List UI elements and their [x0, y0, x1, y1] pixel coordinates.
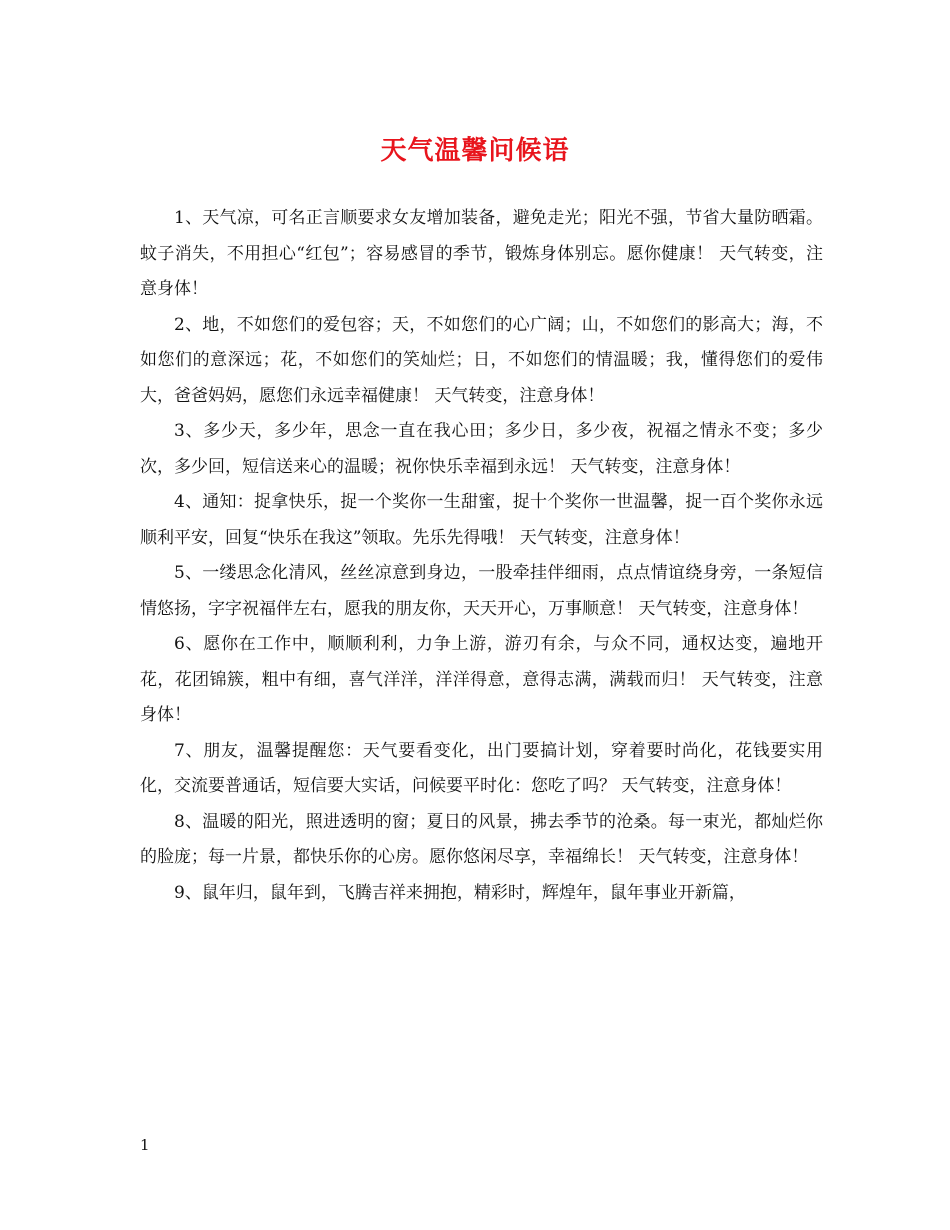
paragraph-2: 2、地，不如您们的爱包容；天，不如您们的心广阔；山，不如您们的影高大；海，不如您们的意深远；花，不如您们的笑灿烂；日，不如您们的情温暖；我，懂得您们的爱伟大，爸爸妈妈，愿您们永远幸福健康！ 天气转变，注意身体！: [140, 314, 823, 406]
page-number: 1: [140, 1136, 150, 1154]
document-title: 天气温馨问候语: [380, 136, 570, 166]
paragraph-4: 4、通知：捉拿快乐，捉一个奖你一生甜蜜，捉十个奖你一世温馨，捉一百个奖你永远顺利平安，回复“快乐在我这”领取。先乐先得哦！ 天气转变，注意身体！: [140, 492, 823, 548]
paragraph-5: 5、一缕思念化清风，丝丝凉意到身边，一股牵挂伴细雨，点点情谊绕身旁，一条短信情悠扬，字字祝福伴左右，愿我的朋友你，天天开心，万事顺意！ 天气转变，注意身体！: [140, 563, 823, 619]
paragraph-1: 1、天气凉，可名正言顺要求女友增加装备，避免走光；阳光不强，节省大量防晒霜。蚊子消失，不用担心“红包”；容易感冒的季节，锻炼身体别忘。愿你健康！ 天气转变，注意身体！: [140, 208, 823, 299]
paragraph-3: 3、多少天，多少年，思念一直在我心田；多少日，多少夜，祝福之情永不变；多少次，多少回，短信送来心的温暖；祝你快乐幸福到永远！ 天气转变，注意身体！: [140, 421, 823, 477]
paragraph-9: 9、鼠年归，鼠年到，飞腾吉祥来拥抱，精彩时，辉煌年，鼠年事业开新篇，: [174, 882, 746, 903]
paragraph-6: 6、愿你在工作中，顺顺利利，力争上游，游刃有余，与众不同，通权达变，遍地开花，花团锦簇，粗中有细，喜气洋洋，洋洋得意，意得志满，满载而归！ 天气转变，注意身体！: [140, 634, 823, 725]
paragraph-7: 7、朋友，温馨提醒您：天气要看变化，出门要搞计划，穿着要时尚化，花钱要实用化，交流要普通话，短信要大实话，问候要平时化：您吃了吗？ 天气转变，注意身体！: [140, 740, 823, 796]
paragraph-8: 8、温暖的阳光，照进透明的窗；夏日的风景，拂去季节的沧桑。每一束光，都灿烂你的脸庞；每一片景，都快乐你的心房。愿你悠闲尽享，幸福绵长！ 天气转变，注意身体！: [140, 811, 823, 867]
document-body: [140, 201, 823, 911]
